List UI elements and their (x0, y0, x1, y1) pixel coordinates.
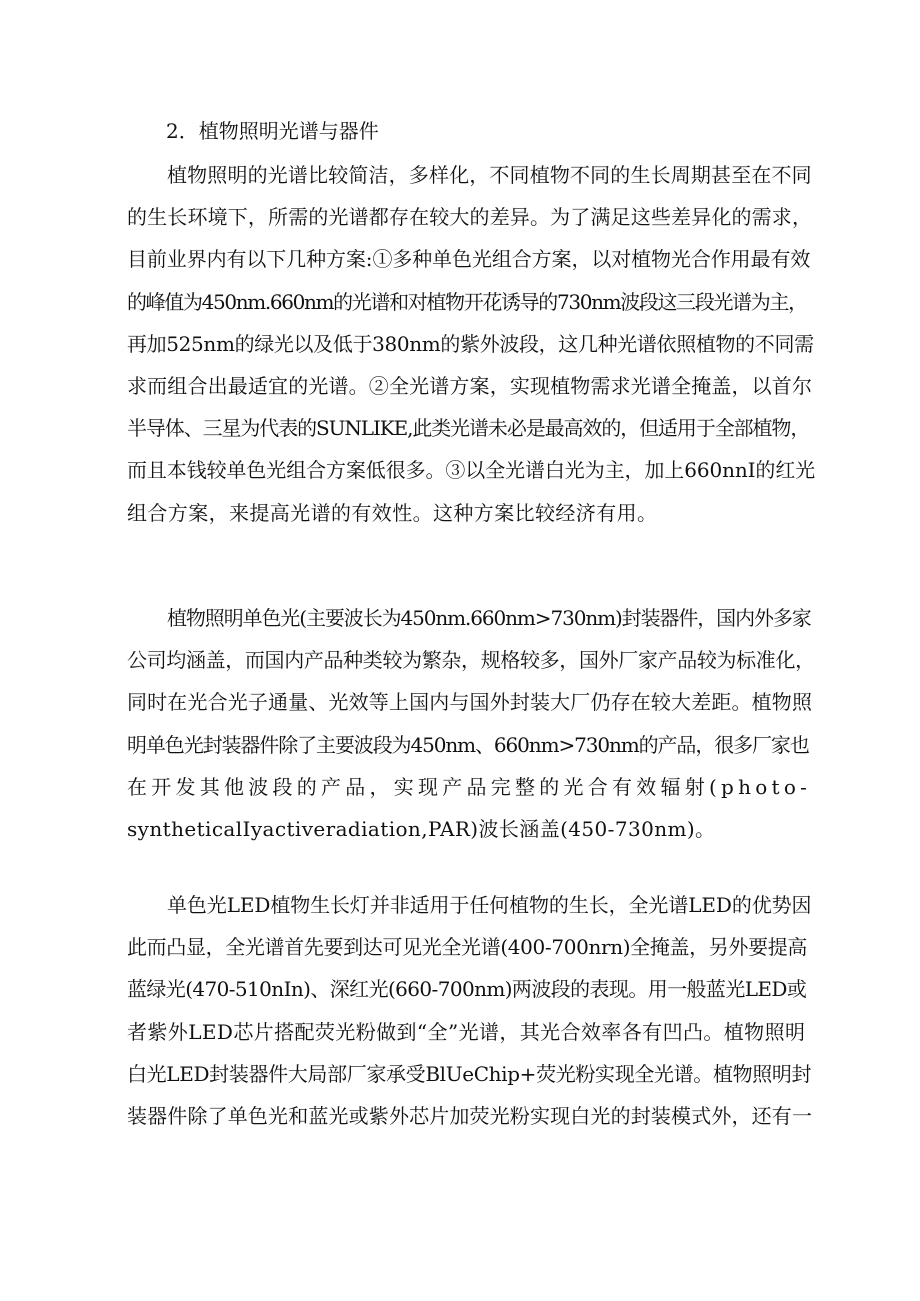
paragraph-line: 者紫外LED芯片搭配荧光粉做到“全”光谱，其光合效率各有凹凸。植物照明 (127, 1019, 806, 1044)
paragraph-line: 装器件除了单色光和蓝光或紫外芯片加荧光粉实现白光的封装模式外，还有一 (127, 1103, 813, 1128)
paragraph-line: syntheticalIyactiveradiation,PAR)波长涵盖(450-730nm)。 (127, 816, 716, 841)
paragraph-line: 白光LED封装器件大局部厂家承受BlUeChip+荧光粉实现全光谱。植物照明封 (127, 1061, 812, 1086)
paragraph-line: 在开发其他波段的产品，实现产品完整的光合有效辐射(photo- (127, 774, 812, 799)
paragraph-line: 半导体、三星为代表的SUNLIKE,此类光谱未必是最高效的，但适用于全部植物， (127, 416, 810, 441)
paragraph-line: 植物照明的光谱比较简洁，多样化，不同植物不同的生长周期甚至在不同 (167, 163, 812, 187)
section-heading: 2．植物照明光谱与器件 (166, 119, 379, 143)
paragraph-line: 求而组合出最适宜的光谱。②全光谱方案，实现植物需求光谱全掩盖，以首尔 (127, 373, 813, 398)
paragraph-line: 公司均涵盖，而国内产品种类较为繁杂，规格较多，国外厂家产品较为标准化， (127, 648, 815, 673)
paragraph-3 (127, 884, 815, 1137)
paragraph-line: 而且本钱较单色光组合方案低很多。③以全光谱白光为主，加上660nnI的红光 (127, 458, 816, 483)
paragraph-line: 单色光LED植物生长灯并非适用于任何植物的生长，全光谱LED的优势因 (167, 893, 812, 917)
paragraph-line: 明单色光封装器件除了主要波段为450nm、660nm>730nm的产品，很多厂家也 (127, 732, 809, 757)
paragraph-line: 目前业界内有以下几种方案:①多种单色光组合方案，以对植物光合作用最有效 (127, 247, 811, 272)
paragraph-line: 蓝绿光(470-510nIn)、深红光(660-700nm)两波段的表现。用一般蓝光LED或 (127, 977, 807, 1002)
paragraph-1 (127, 154, 815, 534)
paragraph-line: 此而凸显，全光谱首先要到达可见光全光谱(400-700nrn)全掩盖，另外要提高 (127, 935, 808, 960)
paragraph-line: 的生长环境下，所需的光谱都存在较大的差异。为了满足这些差异化的需求， (127, 205, 813, 230)
paragraph-line: 再加525nm的绿光以及低于380nm的紫外波段，这几种光谱依照植物的不同需 (127, 331, 814, 356)
paragraph-line: 植物照明单色光(主要波长为450nm.660nm>730nm)封装器件，国内外多家 (167, 606, 811, 630)
paragraph-line: 的峰值为450nm.660nm的光谱和对植物开花诱导的730nm波段这三段光谱为主， (127, 289, 807, 314)
paragraph-2 (127, 597, 815, 850)
paragraph-line: 组合方案，来提高光谱的有效性。这种方案比较经济有用。 (127, 500, 658, 525)
paragraph-line: 同时在光合光子通量、光效等上国内与国外封装大厂仍存在较大差距。植物照 (127, 690, 813, 715)
